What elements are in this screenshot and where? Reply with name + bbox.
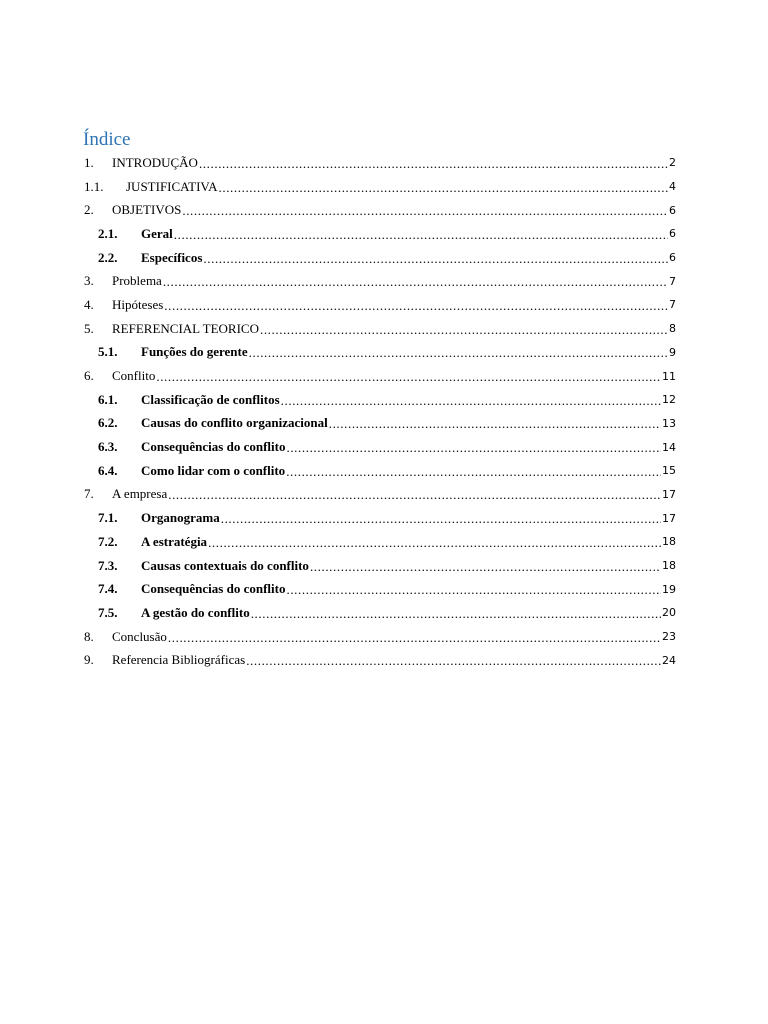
toc-page-number: 17 [662, 487, 676, 501]
toc-entry[interactable] [84, 459, 676, 483]
toc-entry[interactable] [84, 483, 676, 507]
toc-dot-leader [286, 464, 661, 480]
toc-dot-leader [329, 416, 661, 432]
toc-entry-number: 7.1. [98, 510, 118, 526]
toc-entry[interactable] [84, 577, 676, 601]
toc-entry-title: A estratégia [141, 533, 208, 549]
toc-entry-number: 2.1. [98, 225, 118, 241]
toc-entry-number: 3. [84, 273, 94, 289]
toc-entry-title: REFERENCIAL TEORICO [112, 320, 259, 336]
toc-page-number: 6 [669, 203, 676, 217]
toc-entry-number: 7.2. [98, 533, 118, 549]
toc-entry[interactable] [84, 317, 676, 341]
toc-entry-number: 6.1. [98, 391, 118, 407]
toc-entry[interactable] [84, 625, 676, 649]
toc-entry-title: Causas do conflito organizacional [141, 415, 328, 431]
toc-page-number: 13 [662, 416, 676, 430]
toc-page-number: 18 [662, 559, 676, 573]
toc-entry-title: Específicos [141, 249, 203, 265]
toc-entry[interactable] [84, 364, 676, 388]
toc-entry-number: 7.4. [98, 581, 118, 597]
toc-entry-title: JUSTIFICATIVA [126, 178, 218, 194]
toc-entry[interactable] [84, 412, 676, 436]
toc-page-number: 12 [662, 393, 676, 407]
toc-entry[interactable] [84, 151, 676, 175]
toc-page-number: 18 [662, 535, 676, 549]
toc-dot-leader [286, 440, 661, 456]
toc-page-number: 19 [662, 582, 676, 596]
toc-dot-leader [182, 203, 668, 219]
toc-entry[interactable] [84, 175, 676, 199]
toc-entry[interactable] [84, 293, 676, 317]
table-of-contents [84, 151, 676, 672]
toc-entry[interactable] [84, 246, 676, 270]
toc-entry[interactable] [84, 341, 676, 365]
toc-dot-leader [163, 274, 668, 290]
toc-page-number: 2 [669, 156, 676, 170]
toc-dot-leader [251, 606, 661, 622]
toc-entry-number: 9. [84, 652, 94, 668]
toc-entry-title: Conflito [112, 368, 156, 384]
toc-dot-leader [286, 582, 661, 598]
toc-dot-leader [221, 511, 661, 527]
toc-entry-number: 7. [84, 486, 94, 502]
toc-entry-number: 5.1. [98, 344, 118, 360]
toc-entry-number: 4. [84, 296, 94, 312]
toc-page-number: 11 [662, 369, 676, 383]
toc-entry-title: A gestão do conflito [141, 604, 250, 620]
toc-dot-leader [168, 487, 661, 503]
toc-entry-title: Funções do gerente [141, 344, 248, 360]
toc-entry-title: Consequências do conflito [141, 439, 286, 455]
toc-entry-title: Como lidar com o conflito [141, 462, 286, 478]
toc-page-number: 6 [669, 227, 676, 241]
toc-entry-title: Geral [141, 225, 173, 241]
toc-entry-number: 5. [84, 320, 94, 336]
toc-dot-leader [168, 630, 661, 646]
toc-entry[interactable] [84, 388, 676, 412]
toc-entry-number: 2. [84, 202, 94, 218]
toc-entry-title: Consequências do conflito [141, 581, 286, 597]
toc-entry[interactable] [84, 269, 676, 293]
toc-entry-number: 6. [84, 368, 94, 384]
toc-dot-leader [249, 345, 668, 361]
toc-entry[interactable] [84, 435, 676, 459]
toc-title: Índice [83, 129, 131, 150]
toc-entry-title: Organograma [141, 510, 220, 526]
toc-entry-title: INTRODUÇÃO [112, 154, 198, 170]
toc-entry[interactable] [84, 648, 676, 672]
toc-page-number: 17 [662, 511, 676, 525]
toc-entry-title: Problema [112, 273, 162, 289]
toc-page-number: 23 [662, 630, 676, 644]
toc-entry-number: 7.3. [98, 557, 118, 573]
toc-dot-leader [260, 322, 668, 338]
toc-dot-leader [246, 653, 661, 669]
toc-dot-leader [208, 535, 661, 551]
toc-page-number: 24 [662, 653, 676, 667]
toc-page-number: 20 [662, 606, 676, 620]
toc-entry-number: 1. [84, 154, 94, 170]
toc-entry-number: 6.3. [98, 439, 118, 455]
toc-entry-title: OBJETIVOS [112, 202, 182, 218]
toc-dot-leader [203, 251, 668, 267]
toc-entry[interactable] [84, 506, 676, 530]
toc-entry-number: 1.1. [84, 178, 104, 194]
toc-entry-title: Referencia Bibliográficas [112, 652, 246, 668]
toc-page-number: 15 [662, 464, 676, 478]
toc-entry-title: A empresa [112, 486, 168, 502]
toc-page-number: 8 [669, 322, 676, 336]
toc-entry[interactable] [84, 222, 676, 246]
toc-dot-leader [156, 369, 661, 385]
toc-entry-title: Classificação de conflitos [141, 391, 280, 407]
toc-dot-leader [310, 559, 661, 575]
toc-page-number: 4 [669, 180, 676, 194]
toc-entry[interactable] [84, 198, 676, 222]
toc-dot-leader [199, 156, 668, 172]
toc-entry-number: 7.5. [98, 604, 118, 620]
toc-dot-leader [174, 227, 668, 243]
toc-page-number: 7 [669, 298, 676, 312]
toc-entry[interactable] [84, 530, 676, 554]
toc-entry[interactable] [84, 601, 676, 625]
toc-entry-title: Hipóteses [112, 296, 164, 312]
toc-page-number: 6 [669, 251, 676, 265]
toc-page-number: 9 [669, 345, 676, 359]
toc-entry[interactable] [84, 554, 676, 578]
toc-entry-number: 6.2. [98, 415, 118, 431]
toc-entry-title: Causas contextuais do conflito [141, 557, 309, 573]
toc-dot-leader [164, 298, 668, 314]
toc-dot-leader [281, 393, 661, 409]
toc-dot-leader [219, 180, 669, 196]
toc-entry-number: 6.4. [98, 462, 118, 478]
toc-entry-number: 8. [84, 628, 94, 644]
toc-page-number: 14 [662, 440, 676, 454]
toc-page-number: 7 [669, 274, 676, 288]
toc-entry-title: Conclusão [112, 628, 167, 644]
toc-entry-number: 2.2. [98, 249, 118, 265]
